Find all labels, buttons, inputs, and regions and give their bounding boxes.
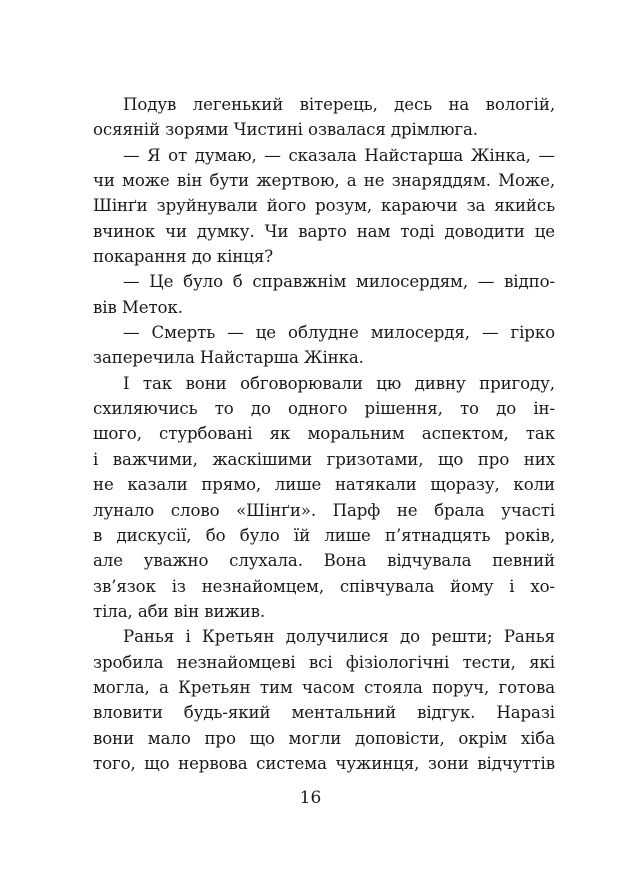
text-line: шого, стурбовані як моральним аспектом, так xyxy=(93,424,555,444)
text-line: того, що нервова система чужинця, зони відчуттів xyxy=(93,753,555,773)
text-line: чи може він бути жертвою, а не знаряддям. Може, xyxy=(93,171,555,191)
text-line: лунало слово «Шінґи». Парф не брала участі xyxy=(93,500,555,520)
text-line: покарання до кінця? xyxy=(93,247,274,267)
text-line: заперечила Найстарша Жінка. xyxy=(93,348,364,368)
text-line: і важчими, жаскішими гризотами, що про них xyxy=(93,449,555,469)
text-line: Шінґи зруйнували його розум, караючи за якийсь xyxy=(93,196,555,216)
text-line: осяяній зорями Чистині озвалася дрімлюга. xyxy=(93,120,478,140)
text-line: Ранья і Кретьян долучилися до решти; Ранья xyxy=(123,627,555,647)
text-line: тіла, аби він вижив. xyxy=(93,601,266,621)
text-line: зв’язок із незнайомцем, співчувала йому і хо- xyxy=(93,576,555,596)
text-line: Подув легенький вітерець, десь на вологій, xyxy=(123,95,555,114)
text-line: могла, а Кретьян тим часом стояла поруч, готова xyxy=(93,677,555,697)
text-line: вчинок чи думку. Чи варто нам тоді доводити це xyxy=(93,221,555,241)
text-line: — Смерть — це облудне милосердя, — гірко xyxy=(123,323,555,343)
page-number: 16 xyxy=(299,788,322,808)
text-line: в дискусії, бо було їй лише п’ятнадцять років, xyxy=(93,525,555,545)
text-line: — Це було б справжнім милосердям, — відпо- xyxy=(123,272,555,292)
text-line: І так вони обговорювали цю дивну пригоду, xyxy=(123,373,555,393)
text-line: зробила незнайомцеві всі фізіологічні тести, які xyxy=(93,652,555,672)
text-line: вони мало про що могли доповісти, окрім хіба xyxy=(93,728,555,748)
text-line: — Я от думаю, — сказала Найстарша Жінка, — xyxy=(123,145,555,165)
text-line: вів Меток. xyxy=(93,297,183,317)
text-line: не казали прямо, лише натякали щоразу, коли xyxy=(93,475,555,495)
text-line: але уважно слухала. Вона відчувала певний xyxy=(93,551,555,571)
text-line: вловити будь-який ментальний відгук. Наразі xyxy=(93,703,555,723)
text-line: схиляючись то до одного рішення, то до ін- xyxy=(93,399,555,419)
body-text xyxy=(93,92,555,776)
